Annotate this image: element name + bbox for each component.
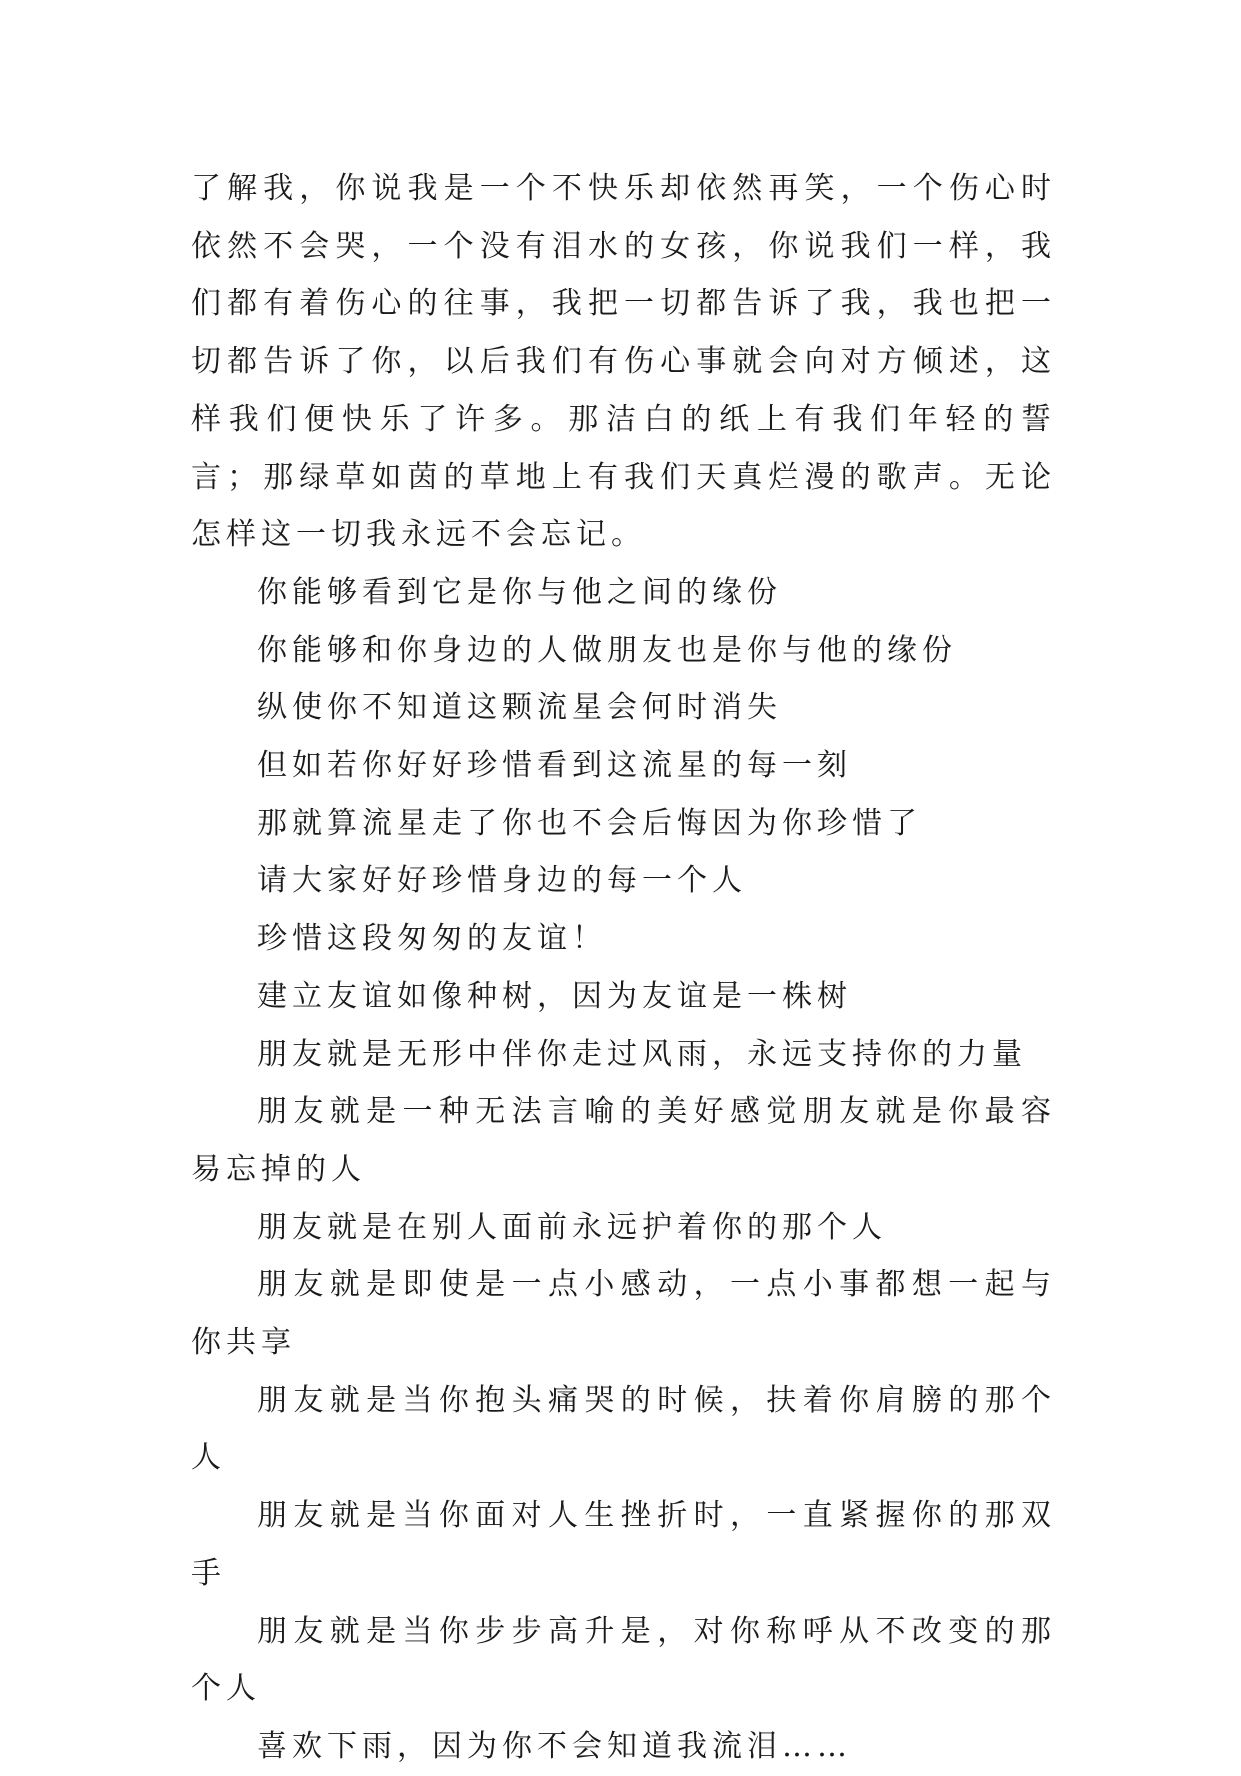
- document-body: [191, 160, 1056, 1776]
- paragraph: 但如若你好好珍惜看到这流星的每一刻: [257, 748, 852, 784]
- paragraph: 那就算流星走了你也不会后悔因为你珍惜了: [257, 805, 922, 841]
- paragraph: 建立友谊如像种树，因为友谊是一株树: [257, 978, 852, 1014]
- paragraph: 你能够和你身边的人做朋友也是你与他的缘份: [257, 632, 957, 668]
- paragraph: 朋友就是即使是一点小感动，一点小事都想一起与你共享: [191, 1267, 1056, 1361]
- paragraph: 朋友就是当你抱头痛哭的时候，扶着你肩膀的那个人: [191, 1382, 1056, 1476]
- paragraph: 朋友就是当你面对人生挫折时，一直紧握你的那双手: [191, 1498, 1056, 1591]
- paragraph: 珍惜这段匆匆的友谊！: [257, 921, 607, 957]
- paragraph: 朋友就是无形中伴你走过风雨，永远支持你的力量: [257, 1036, 1027, 1072]
- paragraph: 朋友就是在别人面前永远护着你的那个人: [257, 1209, 887, 1245]
- paragraph: 喜欢下雨，因为你不会知道我流泪……: [257, 1728, 852, 1764]
- paragraph: 朋友就是当你步步高升是，对你称呼从不改变的那个人: [191, 1613, 1056, 1707]
- paragraph: 你能够看到它是你与他之间的缘份: [257, 574, 782, 610]
- paragraph: 朋友就是一种无法言喻的美好感觉朋友就是你最容易忘掉的人: [191, 1094, 1056, 1187]
- paragraph: 请大家好好珍惜身边的每一个人: [257, 863, 747, 899]
- paragraph-intro: 了解我，你说我是一个不快乐却依然再笑，一个伤心时依然不会哭，一个没有泪水的女孩，你说我们一样，我们都有着伤心的往事，我把一切都告诉了我，我也把一切都告诉了你，以后我们有伤心事就会向对方倾述，这样我们便快乐了许多。那洁白的纸上有我们年轻的誓言；那绿草如茵的草地上有我们天真烂漫的歌声。无论怎样这一切我永远不会忘记。: [191, 171, 1056, 553]
- paragraph: 纵使你不知道这颗流星会何时消失: [257, 690, 782, 726]
